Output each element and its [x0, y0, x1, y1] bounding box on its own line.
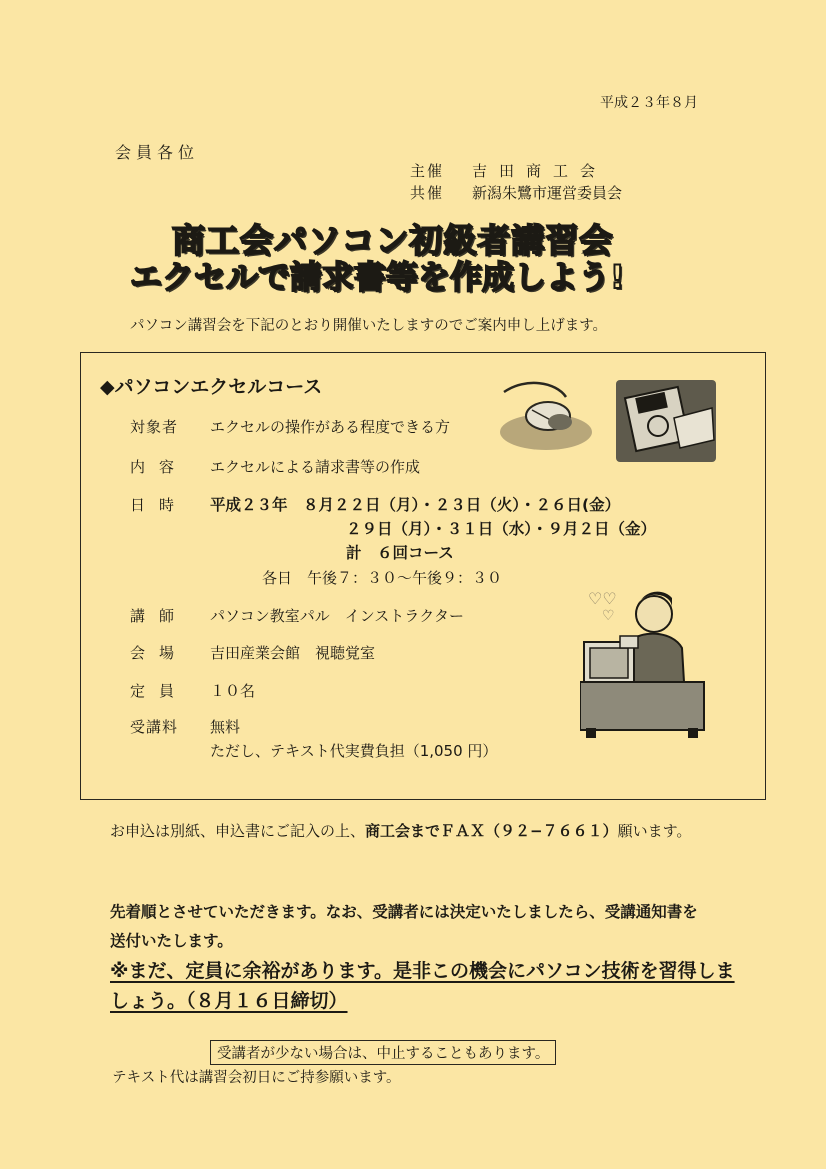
svg-text:♡♡: ♡♡ — [588, 589, 617, 608]
mouse-icon — [496, 372, 598, 456]
target-value: エクセルの操作がある程度できる方 — [210, 418, 451, 436]
sponsor-label: 主催 — [410, 162, 445, 180]
first-come-notice: 先着順とさせていただきます。なお、受講者には決定いたしましたら、受講通知書を送付いたします。 — [110, 903, 698, 950]
content-value: エクセルによる請求書等の作成 — [210, 458, 421, 476]
content-label: 内容 — [130, 458, 189, 476]
capacity-value: １０名 — [210, 682, 256, 700]
person-at-computer-icon — [580, 582, 710, 742]
fee-value: 無料 — [210, 718, 241, 736]
availability-notice: ※まだ、定員に余裕があります。是非この機会にパソコン技術を習得しましょう。（８月１６日締切） — [110, 960, 735, 1012]
main-title-line1: 商工会パソコン初級者講習会 — [172, 221, 614, 260]
time-value: 各日 午後７：３０〜午後９：３０ — [262, 569, 503, 587]
apply-fax: 商工会までＦＡＸ（９２−７６６１） — [365, 822, 618, 840]
apply-text-after: 願います。 — [617, 822, 692, 840]
addressee: 会員各位 — [115, 143, 200, 162]
venue-value: 吉田産業会館 視聴覚室 — [210, 644, 376, 662]
instructor-label: 講師 — [130, 607, 189, 625]
course-heading: ◆パソコンエクセルコース — [100, 376, 323, 398]
fee-note: ただし、テキスト代実費負担（1,050 円） — [210, 742, 498, 760]
organizers — [410, 160, 622, 204]
main-title-line2: エクセルで請求書等を作成しよう! — [130, 258, 625, 296]
dates-line1: 平成２３年 ８月２２日（月）・２３日（火）・２６日(金） — [210, 496, 621, 514]
venue-label: 会場 — [130, 644, 189, 662]
target-label: 対象者 — [130, 418, 179, 436]
dates-total: 計 ６回コース — [346, 544, 454, 562]
intro-text: パソコン講習会を下記のとおり開催いたしますのでご案内申し上げます。 — [130, 318, 608, 334]
instructor-value: パソコン教室パル インストラクター — [210, 607, 464, 625]
dates-line2: ２９日（月）・３１日（水）・９月２日（金） — [346, 520, 657, 538]
capacity-label: 定員 — [130, 682, 189, 700]
datetime-label: 日時 — [130, 496, 189, 514]
cancellation-note: 受講者が少ない場合は、中止することもあります。 — [210, 1040, 556, 1065]
svg-text:♡: ♡ — [602, 608, 615, 624]
cosponsor-label: 共催 — [410, 184, 445, 202]
textbook-note: テキスト代は講習会初日にご持参願います。 — [112, 1070, 401, 1086]
sponsor-name: 吉田商工会 — [472, 162, 608, 180]
application-instructions — [110, 818, 710, 844]
cosponsor-name: 新潟朱鷺市運営委員会 — [472, 184, 623, 202]
fee-label: 受講料 — [130, 718, 179, 736]
apply-text-before: お申込は別紙、申込書にご記入の上、 — [110, 822, 366, 840]
document-date: 平成２３年８月 — [600, 95, 698, 111]
floppy-disk-icon — [614, 378, 718, 464]
